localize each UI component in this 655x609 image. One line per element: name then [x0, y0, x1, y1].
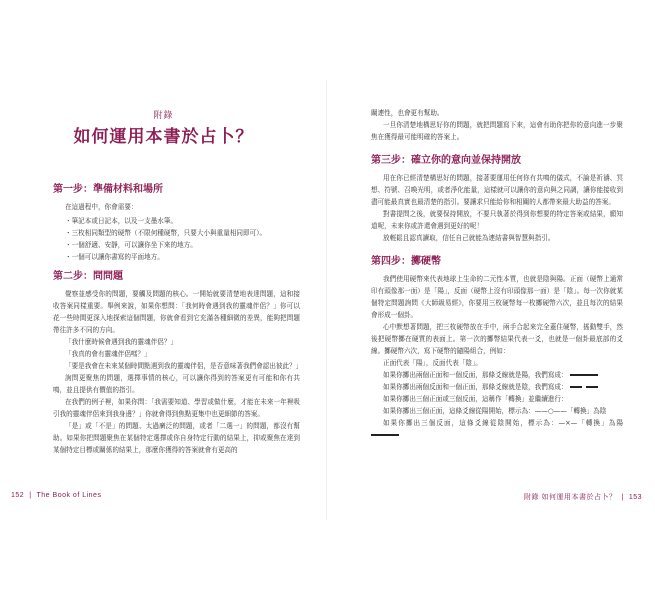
paragraph: 用在你已經清楚構思好的問題，接著要運用任何你有共鳴的儀式，不論是祈禱、冥想、符號、召喚光明，或者淨化能量，這樣就可以讓你的意向與之同調，讓你能接收到盡可能最真實也最清楚的指引。要讓求只能給你和相關的人都帶來最大助益的答案。 — [371, 174, 623, 206]
paragraph: 我們使用硬幣來代表地球上生命的二元性本質，也就是陰與陽。正面（硬幣上通常印有頭像那一面）是「陽」，反面（硬幣上沒有印頭像那一面）是「陰」。每一次你就某個特定問題詢問《大師級易經》，你要用三枚硬幣每一枚擲硬幣六次，並且每次的結果會形成一個卦。 — [371, 275, 623, 319]
paragraph: 如果你擲出三個正面或三個反面，這稱作「轉換」並繼續進行： — [383, 395, 568, 403]
paragraph: 詢問更聚焦的問題，選擇事情的核心，可以讓你得到的答案更有可能和你有共鳴，並且提供有價值的指引。 — [53, 374, 300, 394]
paragraph: 「我什麼時候會遇到我的靈魂伴侶？」 — [65, 338, 178, 346]
paragraph-text: 如果你擲出兩個反面和一個正面，那條爻線就是陰，我們寫成： — [383, 383, 568, 391]
list-item: ・筆記本或日記本，以及一支墨水筆。 — [65, 217, 178, 225]
paragraph: 對書提問之後，就要保持開放，不要只執著於得到你想要的特定答案或結果，願知道呢，未來你或許還會遇到更好的呢！ — [371, 210, 623, 230]
left-footer — [11, 492, 101, 499]
book-title: The Book of Lines — [36, 492, 102, 499]
paragraph — [371, 369, 623, 381]
paragraph: 一旦你清楚地構思好你的問題，就把問題寫下來，這會有助你把你的意向進一步聚焦在獲得最可能明確的答案上。 — [371, 121, 623, 141]
yin-line-icon — [570, 386, 598, 388]
footer-chapter: 附錄 — [524, 494, 540, 501]
section-heading-3: 第三步：確立你的意向並保持開放 — [371, 155, 521, 166]
paragraph — [371, 417, 623, 441]
section-heading-2: 第二步：問問題 — [53, 271, 123, 282]
chapter-label: 附錄 — [153, 111, 174, 121]
materials-list — [65, 215, 300, 263]
list-item: ・一個可以讓你書寫的平面地方。 — [65, 253, 164, 261]
paragraph: 放輕鬆且認真讀取，信任自己就能為連結書與智慧與指引。 — [383, 234, 555, 242]
paragraph: 如果你擲出三個正面，這條爻線從陽開始，標示為：——○——「轉換」為陰 — [383, 407, 607, 415]
footer-separator: | — [621, 494, 624, 501]
yang-line-icon — [570, 374, 598, 376]
left-body — [53, 176, 303, 456]
paragraph: 「是」或「不是」的問題、太過廣泛的問題，或者「二選一」的問題，都沒有幫助。如果你把問題聚焦在某個特定選擇或你自身特定行動的結果上，抑或聚焦在達到某個特定目標或關係的結果上，那麼你獲得的答案就會有更高的 — [53, 422, 300, 454]
page-number: 152 — [11, 492, 25, 499]
footer-title: 如何運用本書於占卜？ — [541, 494, 617, 501]
paragraph: 在這過程中，你會需要： — [65, 203, 138, 211]
paragraph: 心中默想著問題，把三枚硬幣放在手中，兩手合起來完全蓋住硬幣，搖動雙手，然後把硬幣擲在硬質的表面上。第一次的擲幣結果代表一爻，也就是一個卦最底部的爻線。擲硬幣六次，寫下硬幣的隨陽組合，例如： — [371, 323, 623, 355]
paragraph: 「要是我會在未來某個時間點遇到我的靈魂伴侶，是否意味著我們會認出彼此？」 — [65, 362, 303, 370]
list-item: ・一個舒適、安靜，可以讓你坐下來的地方。 — [65, 241, 197, 249]
section-heading-4: 第四步：擲硬幣 — [371, 256, 441, 267]
paragraph-text: 如果你擲出兩個正面和一個反面，那條爻線就是陽，我們寫成： — [383, 371, 568, 379]
section-heading-1: 第一步：準備材料和場所 — [53, 184, 163, 195]
left-page — [0, 0, 327, 609]
right-page — [327, 0, 655, 609]
paragraph: 在我們的例子裡，如果你問：「我需要知道、學習或做什麼，才能在未來一年裡吸引我的靈魂伴侶來到我身邊？」你就會得到焦點更集中也更細節的答案。 — [53, 398, 300, 418]
paragraph: 正面代表「陽」，反面代表「陰」。 — [383, 359, 482, 367]
paragraph: 覺察並感受你的問題，要觸及問題的核心。一開始就要清楚地表達問題，這和接收答案同樣重要。舉例來說，如果你想問：「我何時會遇到我的靈魂伴侶？」你可以花一些時間更深入地探索這個問題，你就會看到它充滿各種細微的差異，能夠把問題帶往許多不同的方向。 — [53, 290, 300, 334]
right-body — [371, 107, 623, 441]
paragraph: 關連性，也會更有幫助。 — [371, 109, 444, 117]
paragraph-text: 如果你擲出三個反面，這條爻線從陰開始，標示為：—×—「轉換」為陽 — [383, 419, 623, 427]
paragraph — [371, 381, 623, 393]
right-footer — [524, 492, 642, 502]
paragraph: 「我真的會有靈魂伴侶嗎？」 — [65, 350, 151, 358]
yang-line-icon — [371, 434, 399, 436]
chapter-title: 如何運用本書於占卜？ — [73, 127, 254, 147]
list-item: ・三枚相同類型的硬幣（不限何種硬幣，只要大小與重量相同即可）。 — [65, 229, 267, 237]
footer-separator: | — [29, 492, 32, 499]
page-number: 153 — [628, 494, 642, 501]
